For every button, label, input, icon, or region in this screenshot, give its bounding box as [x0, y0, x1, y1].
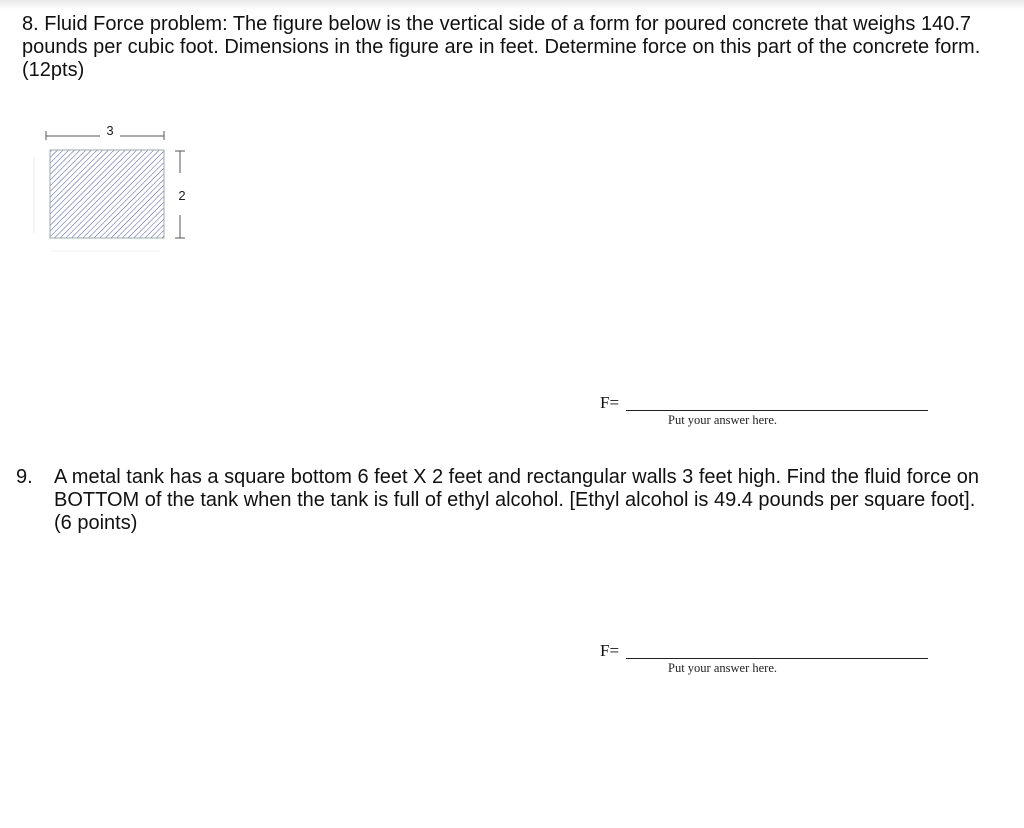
- problem-9: [16, 466, 991, 535]
- answer-9-area[interactable]: [600, 641, 930, 681]
- problem-9-number: 9.: [16, 466, 33, 488]
- answer-9-blank[interactable]: [626, 658, 928, 659]
- rectangle-diagram: [30, 115, 210, 265]
- answer-9-label: F=: [600, 641, 620, 660]
- answer-8-hint: Put your answer here.: [668, 413, 777, 427]
- hatched-rectangle: [50, 150, 164, 238]
- answer-9-hint: Put your answer here.: [668, 661, 777, 675]
- problem-8-text: 8. Fluid Force problem: The figure below is the vertical side of a form for poured concrete that weighs 140.7 pounds per cubic foot. Dimensions in the figure are in feet. Determine force on this part of the concrete form. (12pts): [22, 13, 981, 81]
- top-shade: [0, 0, 1024, 10]
- answer-8-label: F=: [600, 393, 620, 412]
- width-label: 3: [106, 123, 114, 138]
- answer-8-blank[interactable]: [626, 410, 928, 411]
- height-label: 2: [178, 188, 186, 203]
- concrete-form-figure: [30, 115, 210, 265]
- answer-8-area[interactable]: [600, 393, 930, 433]
- problem-9-text: A metal tank has a square bottom 6 feet X 2 feet and rectangular walls 3 feet high. Find the fluid force on BOTTOM of the tank when the tank is full of ethyl alcohol. [Ethyl alcohol is 49.4 pounds per square foot]. (6 points): [54, 466, 979, 534]
